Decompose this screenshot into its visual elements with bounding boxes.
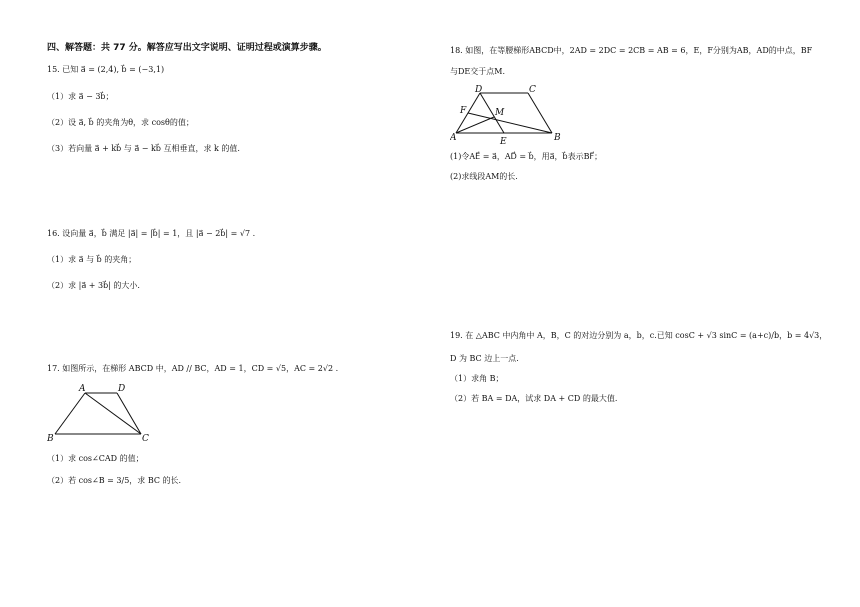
q18-part-2: (2)求线段AM的长. (450, 172, 518, 181)
q17-edge-ab (55, 393, 85, 434)
q17-label-c: C (142, 434, 149, 443)
q17-label-a: A (79, 384, 86, 394)
q15-part-3: （3）若向量 a⃗ + kb⃗ 与 a⃗ − kb⃗ 互相垂直，求 k 的值. (47, 144, 240, 153)
q16-stem: 16. 设向量 a⃗，b⃗ 满足 |a⃗| = |b⃗| = 1，且 |a⃗ − 2b⃗| = √7 . (47, 229, 256, 238)
q18-stem-line-2: 与DE交于点M. (450, 67, 505, 76)
q18-stem-line-1: 18. 如图，在等腰梯形ABCD中，2AD = 2DC = 2CB = AB = 6，E，F分别为AB，AD的中点，BF (450, 46, 813, 55)
q18-segment-am (456, 117, 494, 133)
q18-isosceles-trapezoid-figure (450, 84, 565, 146)
q18-label-b: B (554, 133, 561, 143)
q18-label-e: E (500, 137, 507, 146)
q18-label-f: F (460, 106, 467, 116)
q18-label-c: C (529, 85, 536, 95)
q16-part-2: （2）求 |a⃗ + 3b⃗| 的大小. (47, 281, 140, 290)
q15-part-2: （2）设 a⃗, b⃗ 的夹角为θ，求 cosθ的值； (47, 118, 194, 127)
q19-part-1: （1）求角 B； (450, 374, 504, 383)
q15-stem: 15. 已知 a⃗ = (2,4), b⃗ = (−3,1) (47, 65, 165, 74)
q17-trapezoid-figure (47, 381, 157, 443)
q18-label-d: D (475, 85, 483, 95)
q15-part-1: （1）求 a⃗ − 3b⃗； (47, 92, 114, 101)
q18-edge-cb (528, 93, 552, 133)
q19-part-2: （2）若 BA = DA，试求 DA + CD 的最大值. (450, 394, 618, 403)
q17-diagonal-ac (85, 393, 141, 434)
q17-part-1: （1）求 cos∠CAD 的值； (47, 454, 144, 463)
q17-part-2: （2）若 cos∠B = 3/5，求 BC 的长. (47, 476, 182, 485)
q18-label-a: A (450, 133, 457, 143)
section-header: 四、解答题：共 77 分。解答应写出文字说明、证明过程或演算步骤。 (47, 43, 327, 53)
q17-label-b: B (47, 434, 54, 443)
q19-stem-line-2: D 为 BC 边上一点. (450, 354, 519, 363)
q17-stem: 17. 如图所示，在梯形 ABCD 中，AD // BC，AD = 1，CD = √5，AC = 2√2 . (47, 364, 339, 373)
q19-stem-line-1: 19. 在 △ABC 中内角中 A，B，C 的对边分别为 a，b，c.已知 cosC + √3 sinC = (a+c)/b，b = 4√3， (450, 331, 828, 340)
q18-part-1: (1)令AE⃗ = a⃗，AD⃗ = b⃗，用a⃗，b⃗表示BF⃗； (450, 152, 603, 161)
q18-label-m: M (495, 108, 505, 118)
q17-edge-dc (117, 393, 141, 434)
q17-label-d: D (118, 384, 126, 394)
q16-part-1: （1）求 a⃗ 与 b⃗ 的夹角； (47, 255, 137, 264)
